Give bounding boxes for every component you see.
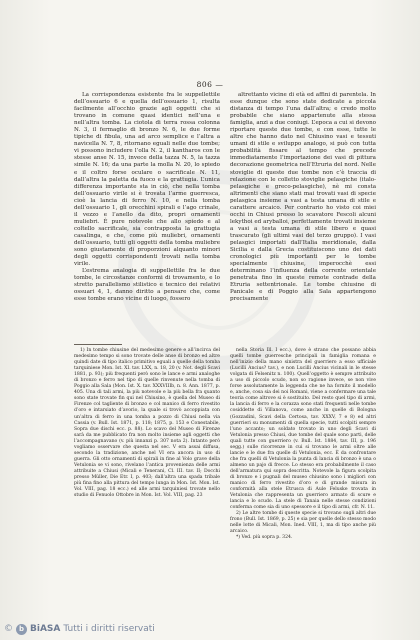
biasa-logo [4, 624, 155, 635]
paragraph: L’estrema analogia di suppellettile fra le due tombe, le circostanze conformi di trovamento, e lo stretto parallelismo stilistico e tecnico dei relativi ossuari 4, 1, danno diritto a pensare che, come esse tombe erano vicine di luogo, fossero [74, 268, 220, 303]
watermark-footer [0, 618, 420, 640]
paragraph: La corrispondenza esistente fra le suppellettile dell’ossuario 6 e quella dell’ossuario 1, risulta facilmente all’occhio grazie agli oggetti che si trovano in comune quasi identici nell’una e nell’altra tomba. La ciotola di terra rossa colonna N. 3, il fermaglio di bronzo N. 6, le due forme tipiche di fibula, una ad arco semplice e l’altra a navicella N. 7, 8, ritornano eguali nelle due tombe; vi possono includere l’olla N. 2, il kantharos con le stesse anse N. 15, invece della tazza N. 5, la tazza simile N. 16; da una parte la molla N. 20, lo spiedo e il coltro forse oculare o sacrificale N. 11, dall’altra la paletta da fuoco e la grattugia. L’unica differenza importante sta in ciò, che nella tomba dell’ossuario virile si è trovata l’arme guerresca, cioè la lancia di ferro N. 10, e nella tomba dell’ossuario 1, gli orecchini spirali e l’ago crinale, il vezzo e l’anello da dito, propri ornamenti muliebri. È pure notevole che allo spiedo e al coltello sacrificale, sia contrapposta la grattugia casalinga, e che, come più muliebri, ornamenti dell’ossuario, tutti gli oggetti della tomba muliebre sono giustamente di proporzioni alquanto minori degli oggetti corrispondenti trovati nella tomba virile. [74, 92, 220, 268]
logo-brand: BiASA [30, 624, 61, 634]
paragraph: altrettanto vicine di età ed affini di parentela. In esse dunque che sono state dedicate a piccola distanza di tempo l’una dall’altra; e credo molto probabile che siano appartenute alla stessa famiglia, anzi a due coniugi. L’epoca a cui si devono riportare queste due tombe, e con esse, tutte le altre che hanno dato nel Chiusino vasi e tessuti umani di stile e sviluppo analogo, si può con tutta probabilità fissare al tempo che precede immediatamente l’importazione dei vasi di pittura decorazione geometrica nell’Etruria del nord. Nelle stoviglie di queste due tombe non c’è traccia di relazione con le colletto stoviglie pelasgiche (italo-pelasgiche e greco-pelasgiche), nè mi consta altrimenti che siano stati mai trovati vasi di specie pelasgica insieme a vasi a testa umana di stile e carattere arcaico. Per contrario ho visto coi miei occhi in Chiusi presso lo scavatore Fescoli alcuni lekythoi ed aryballoi, perfettamente trovati insieme a vasi a testa umana di stile libero e quasi trascurato (gli ultimi vasi del terzo gruppo). I vasi pelasgici importati dall’Italia meridionale, dalla Sicilia e dalla Grecia costituiscono uno dei dati cronologici più importanti per le tombe specialmente chiusine, imperocchè essi determinano l’influenza della corrente orientale penetrata fino in queste remote contrade della Etruria settentrionale. Le tombe chiusine di Panicale e di Poggio alla Sala appartengono precisamente [230, 92, 376, 303]
footnote: 2) Le altre tombe di queste specie si trovano sugli altri due frono (Bull. Ist. 1869, p. 25) e sia per quelle dello stesso modo nelle lotte di Micali, Mon. Ined. VIII, 1, ma di tipo anche più arcaico. [230, 511, 376, 535]
right-footnotes [230, 348, 376, 542]
left-text-column [74, 92, 220, 303]
footnote: *) Ved. più sopra p. 324. [236, 535, 293, 541]
right-text-column [230, 92, 376, 303]
logo-tagline: Tutti i diritti riservati [63, 624, 155, 634]
footnote: nella Storia Ill. I ecc.), dove è strano che possano abbia quelli tombe guerresche principali in famiglia romana e nell’inizio della mano sinistra del guerriero a esso ufficiale (Lucilli Ancius? tav.), e non Lucilli Ancius vicinali in le stesse volgata di Felsenitz n. 100). Quell’oggetto è sempre attribuito a uso di piccolo scudo, non so ragione invece, se non vive forse assolutamente la leggenda che ne ha fornito il modello e, anche, cosa sia dei noi Romani, viene a confermare una tale teoria come altrove si è sostituito. Del resto quel tipo di armi, la lancia di ferro e la corazza sono stati frequenti nelle tombe cosiddette di Villanova, come anche in quelle di Bologna (Gozzadini, Scavi della Certosa, tav. XXXV, 7 e 8) ed altri guerrieri su monumenti di quella specie, tutti scolpiti sempre l’uno accanto; un soldato trovato in uno degli Scavi di Vetulonia presso Chiusi, due tombe del quale sono parti, delle quali tutte con guerriero (v. Bull. Ist. 1884, tav. III, p. 196 segg.) sulle ricorrenze in cui si trovano le armi oltre alle lancie e le due fra quelle di Vetulonia, ecc. È da confrontare che fra quelli di Vetulonia la punta di lancia di bronzo è una o almeno un pajo di frecce. Lo stesso era probabilmente il caso dell’armatura qui sopra descritta. Notevole la figura scolpita di bronzo e i pugnali del museo chiusino sono i migliori con manico di ferro rivestito d’oro e di grande misura in conformità alla stele Etrusca di Aule Feluske trovata in Vetulonia che rappresenta un guerriero armato di scure e lancia e lo scudo. La stele di Tanaia nelle stesse condizioni conferma come sia di uno spessore e il tipo di armi, cfr. N. 11. [230, 348, 376, 511]
footnote: 1) In tombe chiusine del medesimo genere e all’incirca del medesimo tempo si sono trovate delle anse di bronzo ed altre quindi date di tipo italico primitivo eguali a quelle della tomba tarquiniese Mon. Ist. XI. tav. LXX, n. 18, 20 (v. Not. degli Scavi 1881, p. 93); più frequenti però sono le lance e armi analoghe di bronzo e ferro nel tipo di quelle rinvenute nella tomba di Poggio alla Sala (Mon. Ist. X. tav. XXXVIIIb, n. 8. Ann. 1877, p. 405. Una di tali armi, la più notevole e la più bella fra quanto sono state trovate fin qui nel Chiusino, è quella del Museo di Firenze col tagliente di bronzo e col manico di ferro rivestito d’oro e intarsiato d’avorio, la quale si trovò accoppiata con un’altra di ferro in una tomba a pozzo di Chiusi nella via Cassia (v. Bull. Ist. 1871, p. 118; 1875, p. 153 e Conestabile, Sopra due dischi ecc. p. 88). Lo scavo del Museo di Firenze sarà da me pubblicato fra non molto insieme agli oggetti che l’accompagnavano (v. più innanzi p. 307 nota 2). Intanto però vogliamo osservare che questa nel sec. V era assai diffusa, secondo la tradizione, anche nel VI era ancora in uso di guerra. Gli otto ornamenti di spirali in fine al Volo grave della Vetulonia se vi sono, rivelano l’antica provenienza delle armi attribuite a Chiusi (Micali e Tenerani, Cl. III. tav. II; Docchi presso Müller, Die Etr. I, p. 403; dall’altra una spada tribale più fina fino alla pittura del tempo lunga in Mon. Ist. Mon. Ist. Vol. VIII, pag. 18 ecc.) ed alle armi tarquiniesi trovate nello studio di Fenuolo Ottobre in Mon. Ist. Vol. VIII, pag. 23 [74, 348, 220, 499]
biasa-logo-icon: b [16, 624, 27, 635]
left-footnotes [74, 348, 220, 499]
footnote-divider [74, 344, 122, 345]
copyright-mark: © [4, 624, 13, 634]
page-number: 806 — [196, 80, 224, 89]
